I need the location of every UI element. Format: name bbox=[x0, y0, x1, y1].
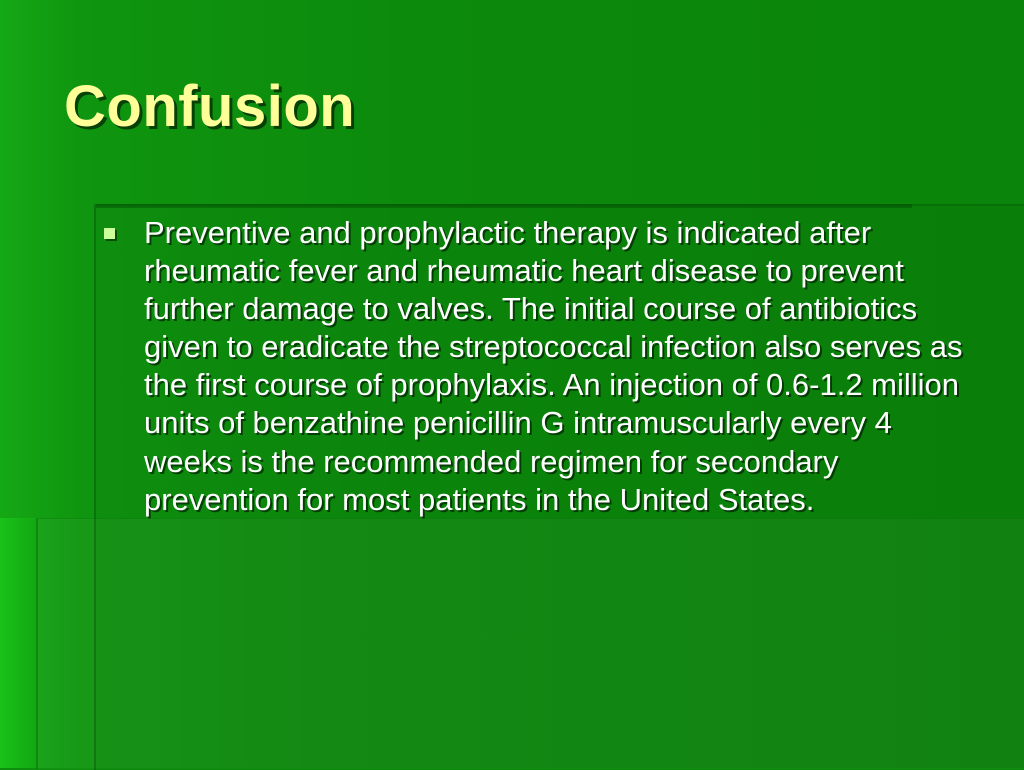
background-divider bbox=[96, 204, 912, 208]
bullet-text: Preventive and prophylactic therapy is indicated after rheumatic fever and rheumatic heart disease to prevent further damage to valves. The initial course of antibiotics given to eradicate the streptococcal infection also serves as the first course of prophylaxis. An injection of 0.6-1.2 million units of benzathine penicillin G intramuscularly every 4 weeks is the recommended regimen for secondary prevention for most patients in the United States. bbox=[144, 215, 963, 517]
background-panel-lower bbox=[36, 518, 1024, 769]
square-bullet-icon bbox=[104, 228, 115, 239]
background-accent-strip bbox=[0, 518, 36, 768]
slide-title: Confusion bbox=[64, 74, 356, 139]
